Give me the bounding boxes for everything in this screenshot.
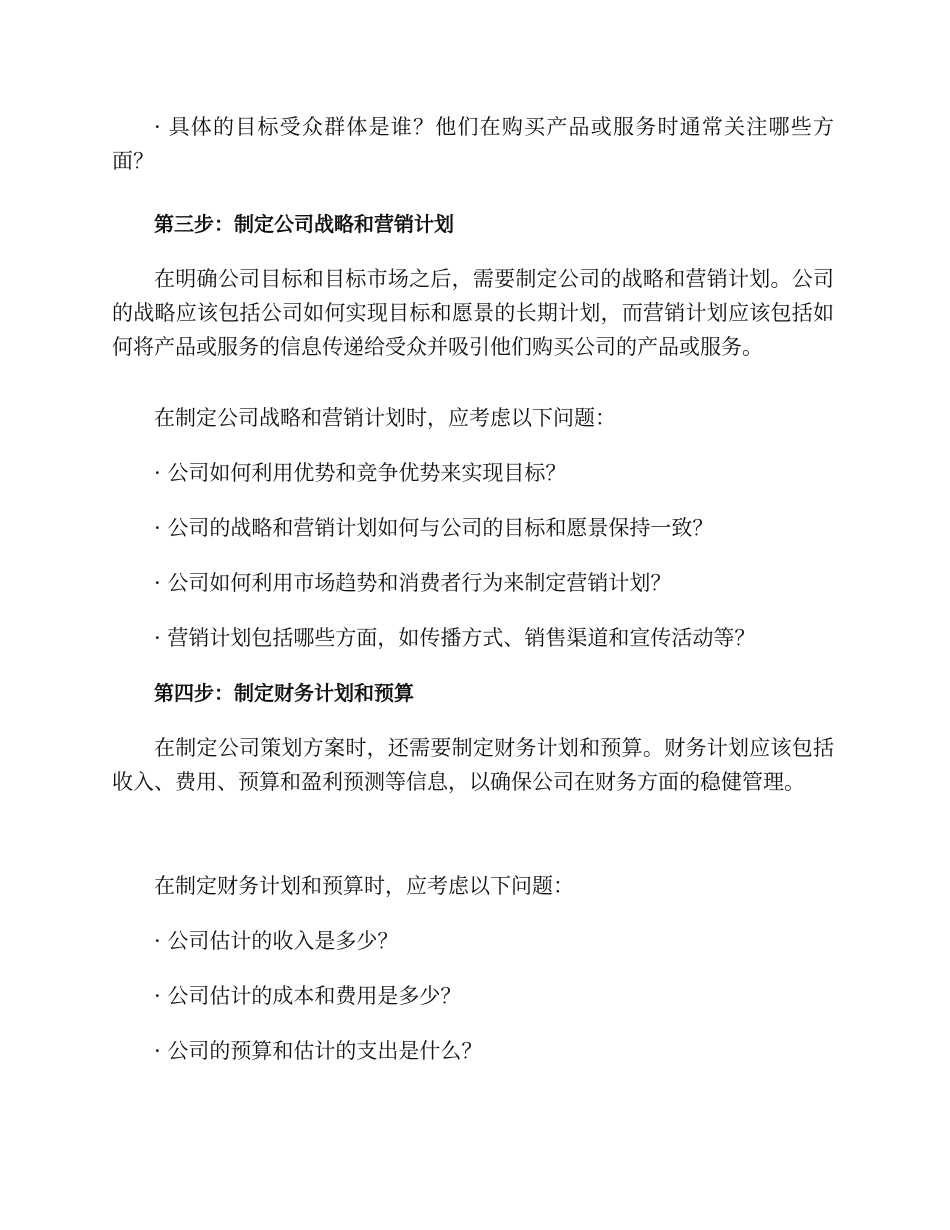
bullet-market-trends: · 公司如何利用市场趋势和消费者行为来制定营销计划？ bbox=[154, 571, 672, 595]
bullet-marketing-aspects: · 营销计划包括哪些方面，如传播方式、销售渠道和宣传活动等？ bbox=[154, 626, 756, 650]
section-heading-step-four: 第四步：制定财务计划和预算 bbox=[154, 681, 414, 705]
bullet-costs: · 公司估计的成本和费用是多少？ bbox=[154, 984, 462, 1008]
bullet-advantages: · 公司如何利用优势和竞争优势来实现目标？ bbox=[154, 461, 567, 485]
bullet-strategy-alignment: · 公司的战略和营销计划如何与公司的目标和愿景保持一致？ bbox=[154, 516, 714, 540]
bullet-budget: · 公司的预算和估计的支出是什么？ bbox=[154, 1039, 483, 1063]
body-paragraph-strategy: 在明确公司目标和目标市场之后，需要制定公司的战略和营销计划。公司的战略应该包括公司如何实现目标和愿景的长期计划，而营销计划应该包括如何将产品或服务的信息传递给受众并吸引他们购买公司的产品或服务。 bbox=[112, 267, 834, 359]
bullet-revenue: · 公司估计的收入是多少？ bbox=[154, 929, 399, 953]
bullet-target-audience: · 具体的目标受众群体是谁？他们在购买产品或服务时通常关注哪些方面？ bbox=[112, 115, 834, 173]
body-paragraph-finance-questions: 在制定财务计划和预算时，应考虑以下问题： bbox=[154, 874, 574, 898]
section-heading-step-three: 第三步：制定公司战略和营销计划 bbox=[154, 212, 454, 236]
body-paragraph-strategy-questions: 在制定公司战略和营销计划时，应考虑以下问题： bbox=[154, 406, 616, 430]
body-paragraph-finance: 在制定公司策划方案时，还需要制定财务计划和预算。财务计划应该包括收入、费用、预算和盈利预测等信息，以确保公司在财务方面的稳健管理。 bbox=[112, 736, 834, 794]
